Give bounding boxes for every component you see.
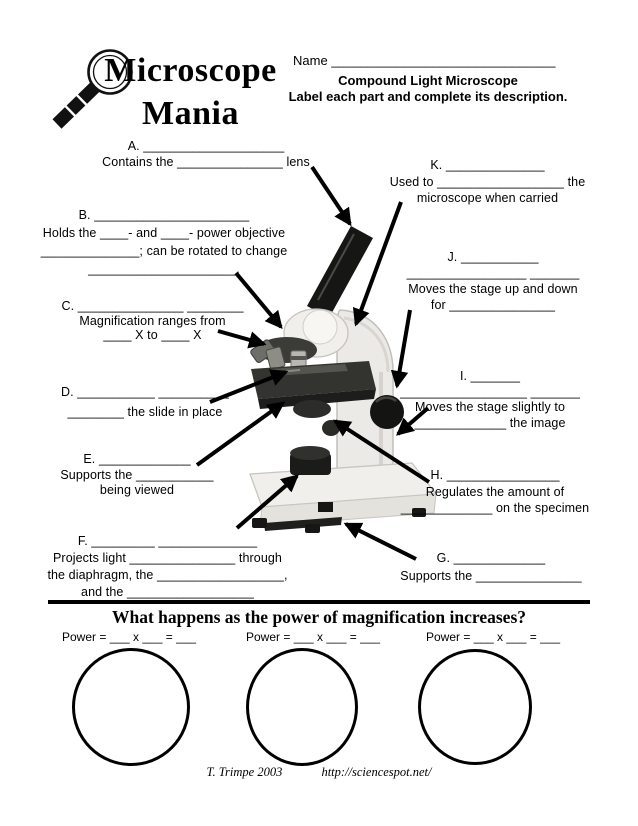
- label-j-line3: Moves the stage up and down: [408, 282, 578, 296]
- label-c-line2: Magnification ranges from: [79, 313, 226, 328]
- label-i-line1: I. _______: [459, 369, 521, 383]
- label-f-line1: F. _________ ______________: [77, 534, 258, 548]
- label-b: [22, 206, 306, 278]
- label-k-line3: microscope when carried: [416, 191, 559, 205]
- power-formula-2: Power = ___ x ___ = ___: [246, 630, 381, 644]
- label-j-line2: _________________ _______: [406, 266, 580, 280]
- name-blank-line: _______________________________: [331, 53, 556, 68]
- label-b-line2: Holds the ____- and ____- power objective: [42, 226, 286, 240]
- label-e-line1: E. _____________: [83, 452, 191, 466]
- arrow-a: [312, 167, 350, 224]
- label-i-line2: __________________ _______: [400, 384, 580, 399]
- footer: [0, 765, 638, 780]
- label-e-line3: being viewed: [99, 483, 175, 497]
- label-b-line1: B. ______________________: [78, 208, 250, 222]
- footer-credit: T. Trimpe 2003: [206, 765, 283, 779]
- label-f-line2: Projects light _______________ through: [53, 551, 282, 565]
- power-formula-3: Power = ___ x ___ = ___: [426, 630, 561, 644]
- label-f: [25, 533, 310, 601]
- label-i: [385, 369, 595, 431]
- label-k-line2: Used to __________________ the: [389, 174, 586, 189]
- label-k: [385, 157, 590, 207]
- label-i-line3: Moves the stage slightly to: [415, 400, 565, 414]
- label-h-line2: Regulates the amount of: [425, 484, 565, 499]
- label-f-line3: the diaphragm, the __________________,: [47, 568, 288, 582]
- drawing-circle-2: [246, 648, 358, 766]
- drawing-circle-1: [72, 648, 190, 766]
- label-d-line2: ________ the slide in place: [67, 405, 223, 419]
- logo-title-line2: Mania: [142, 95, 239, 132]
- name-label: Name: [293, 53, 328, 68]
- label-e: [22, 452, 252, 499]
- label-h: [390, 467, 600, 517]
- label-c-line3: ____ X to ____ X: [103, 328, 202, 342]
- label-b-line3: ______________; can be rotated to change: [40, 244, 288, 258]
- label-a-line2: Contains the _______________ lens: [102, 154, 310, 169]
- base-foot: [305, 524, 320, 533]
- label-j: [393, 249, 593, 313]
- label-k-line1: K. ______________: [430, 158, 545, 172]
- label-e-line2: Supports the ___________: [60, 467, 214, 482]
- worksheet-title: Compound Light Microscope: [338, 73, 518, 88]
- label-d: [35, 382, 255, 422]
- label-a-line1: A. ____________________: [127, 139, 285, 153]
- label-c-line1: C. _______________ ________: [61, 299, 244, 313]
- label-h-line3: _____________ on the specimen: [400, 501, 590, 515]
- label-c: [45, 299, 260, 343]
- name-row: [293, 53, 555, 68]
- footer-url: http://sciencespot.net/: [321, 765, 432, 779]
- base-foot: [252, 518, 267, 528]
- label-f-line4: and the __________________: [81, 585, 254, 599]
- label-h-line1: H. ________________: [430, 468, 560, 482]
- section-divider: [48, 600, 590, 604]
- drawing-circle-3: [418, 649, 532, 765]
- logo-title-line1: Microscope: [104, 52, 277, 89]
- label-d-line1: D. ___________ __________: [61, 385, 229, 399]
- label-b-line4: _____________________.: [88, 262, 240, 276]
- label-g-line2: Supports the _______________: [400, 568, 582, 583]
- question-title: What happens as the power of magnification increases?: [111, 607, 527, 627]
- label-g: [385, 550, 597, 585]
- label-j-line4: for _______________: [430, 298, 556, 312]
- label-a: [92, 139, 320, 170]
- label-g-line1: G. _____________: [436, 551, 546, 565]
- worksheet-instruction: Label each part and complete its description.: [288, 89, 568, 104]
- label-j-line1: J. ___________: [447, 250, 539, 264]
- power-formula-1: Power = ___ x ___ = ___: [62, 630, 197, 644]
- label-i-line4: _____________ the image: [414, 415, 566, 430]
- diaphragm: [293, 400, 331, 418]
